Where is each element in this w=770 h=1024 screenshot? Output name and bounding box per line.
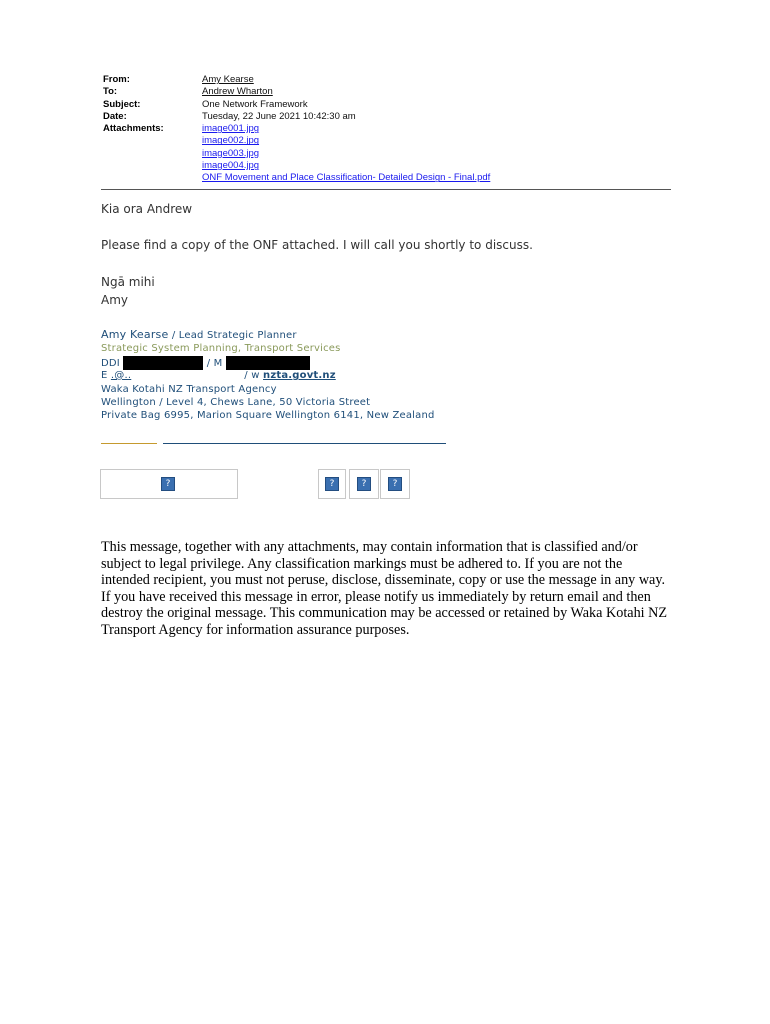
email-header xyxy=(103,74,490,185)
signoff: Amy xyxy=(101,293,128,307)
from-label: From: xyxy=(103,74,130,85)
signature-email-row xyxy=(101,370,336,381)
subject-value: One Network Framework xyxy=(202,98,308,110)
redaction-block xyxy=(226,356,310,370)
attachments-label: Attachments: xyxy=(103,123,164,135)
subject-label: Subject: xyxy=(103,98,141,110)
subject-row xyxy=(103,99,490,111)
date-row xyxy=(103,111,490,123)
message-line: Please find a copy of the ONF attached. I will call you shortly to discuss. xyxy=(101,238,533,252)
attachment-list xyxy=(202,123,490,184)
date-value: Tuesday, 22 June 2021 10:42:30 am xyxy=(202,110,356,122)
attachment-link[interactable]: image003.jpg xyxy=(202,147,260,159)
attachments-row xyxy=(103,123,490,184)
signature-phone-row xyxy=(101,356,310,370)
email-label: E xyxy=(101,370,108,381)
to-link[interactable]: Andrew Wharton xyxy=(202,86,273,98)
signature-organisation: Waka Kotahi NZ Transport Agency xyxy=(101,384,277,395)
from-link[interactable]: Amy Kearse xyxy=(202,74,254,85)
attachment-link[interactable]: image001.jpg xyxy=(202,123,260,135)
redaction-block xyxy=(123,356,203,370)
ddi-label: DDI xyxy=(101,358,120,369)
attachment-link[interactable]: ONF Movement and Place Classification- Detailed Design - Final.pdf xyxy=(202,172,491,184)
to-label: To: xyxy=(103,86,118,98)
signature-title: / Lead Strategic Planner xyxy=(168,330,297,341)
signature-divider-accent xyxy=(101,443,157,444)
image-placeholder-box[interactable] xyxy=(100,469,238,499)
signature-divider xyxy=(163,443,446,444)
web-label: / w xyxy=(240,370,264,381)
greeting: Kia ora Andrew xyxy=(101,202,193,216)
signature-name-row xyxy=(101,328,297,341)
email-fragment: .@.. xyxy=(110,370,132,381)
broken-image-icon: ? xyxy=(325,477,339,491)
broken-image-icon: ? xyxy=(357,477,371,491)
legal-disclaimer: This message, together with any attachments, may contain information that is classified and/or subject to legal privilege. Any classification markings must be adhered to. If you are not the intended recipient, you must not peruse, disclose, disseminate, copy or use the message in any way. If you have received this message in error, please notify us immediately by return email and then destroy the original message. This communication may be accessed or retained by Waka Kotahi NZ Transport Agency for information assurance purposes. xyxy=(101,539,668,638)
header-divider xyxy=(101,189,671,190)
image-placeholder-box[interactable] xyxy=(349,469,379,499)
signature-name: Amy Kearse xyxy=(101,328,169,341)
mobile-label: / M xyxy=(203,358,223,369)
attachment-link[interactable]: image004.jpg xyxy=(202,160,260,172)
date-label: Date: xyxy=(103,110,127,122)
website-link[interactable]: nzta.govt.nz xyxy=(263,370,336,381)
to-row xyxy=(103,86,490,98)
from-row xyxy=(103,74,490,86)
email-link[interactable] xyxy=(111,370,241,381)
signature-address: Wellington / Level 4, Chews Lane, 50 Victoria Street xyxy=(101,397,371,408)
closing: Ngā mihi xyxy=(101,275,155,289)
broken-image-icon: ? xyxy=(161,477,175,491)
image-placeholder-box[interactable] xyxy=(380,469,410,499)
image-placeholder-box[interactable] xyxy=(318,469,346,499)
attachment-link[interactable]: image002.jpg xyxy=(202,135,260,147)
signature-postal: Private Bag 6995, Marion Square Wellington 6141, New Zealand xyxy=(101,410,435,421)
signature-department: Strategic System Planning, Transport Services xyxy=(101,343,341,354)
broken-image-icon: ? xyxy=(388,477,402,491)
